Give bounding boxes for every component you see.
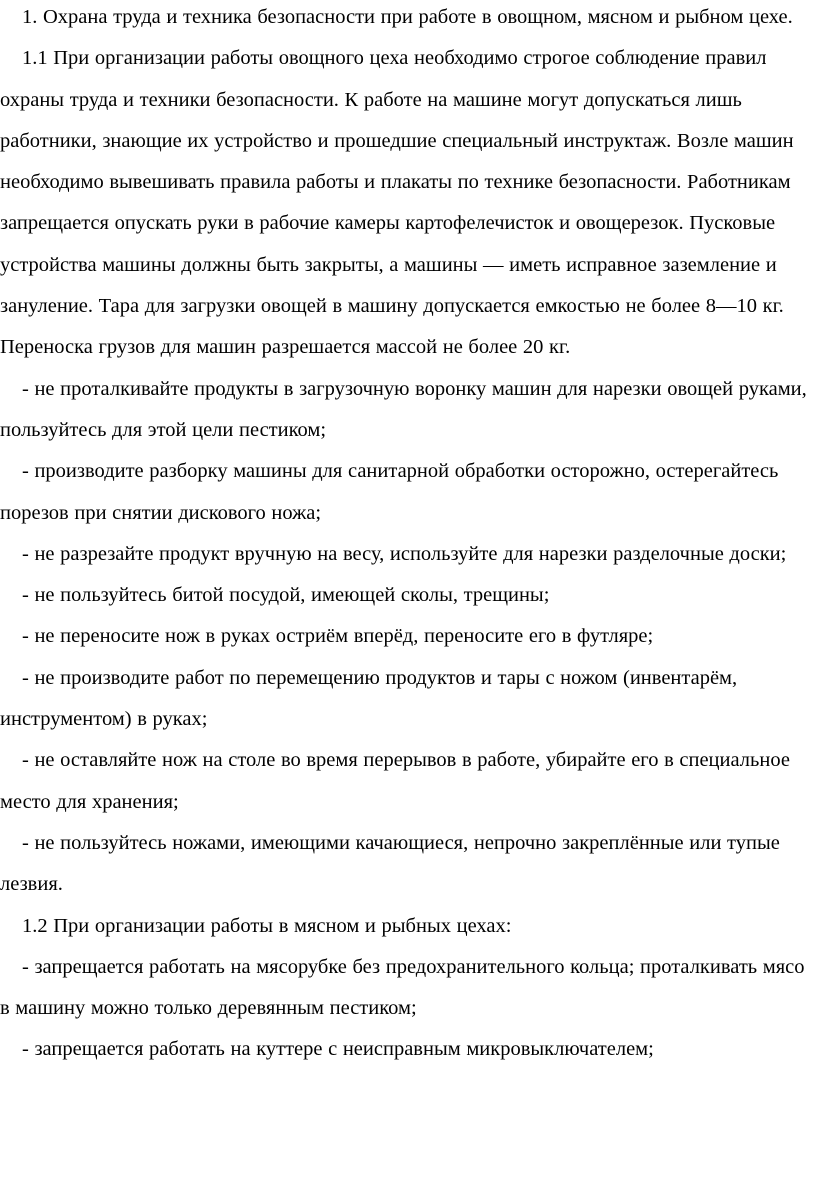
paragraph-meat-fish-shop: 1.2 При организации работы в мясном и рыбных цехах: [22, 914, 512, 937]
paragraph-vegetable-shop-rules: 1.1 При организации работы овощного цеха необходимо строгое соблюдение правил охраны труда и техники безопасности. К работе на машине могут допускаться лишь работники, знающие их устройство и прошедшие специальный инструктаж. Возле машин необходимо вывешивать правила работы и плакаты по технике безопасности. Работникам запрещается опускать руки в рабочие камеры картофелечисток и овощерезок. Пусковые устройства машины должны быть закрыты, а машины — иметь исправное заземление и зануление. Тара для загрузки овощей в машину допускается емкостью не более 8—10 кг. Переноска грузов для машин разрешается массой не более 20 кг. [0, 47, 794, 359]
list-item-faulty-knives: - не пользуйтесь ножами, имеющими качающиеся, непрочно закреплённые или тупые лезвия. [0, 831, 780, 896]
list-item-broken-dishes: - не пользуйтесь битой посудой, имеющей сколы, трещины; [22, 584, 550, 607]
list-item-knife-storage: - не оставляйте нож на столе во время перерывов в работе, убирайте его в специальное место для хранения; [0, 749, 790, 813]
list-item-cutting-boards: - не разрезайте продукт вручную на весу, используйте для нарезки разделочные доски; [22, 542, 787, 565]
list-item-disassembly: - производите разборку машины для санитарной обработки осторожно, остерегайтесь порезов при снятии дискового ножа; [0, 460, 779, 524]
section-heading: 1. Охрана труда и техника безопасности при работе в овощном, мясном и рыбном цехе. [22, 6, 793, 28]
list-item-knife-carrying: - не переносите нож в руках остриём вперёд, переносите его в футляре; [22, 625, 654, 648]
list-item-meat-grinder: - запрещается работать на мясорубке без предохранительного кольца; проталкивать мясо в машину можно только деревянным пестиком; [0, 955, 805, 1020]
list-item-pusher: - не проталкивайте продукты в загрузочную воронку машин для нарезки овощей руками, пользуйтесь для этой цели пестиком; [0, 377, 807, 441]
list-item-moving-with-knife: - не производите работ по перемещению продуктов и тары с ножом (инвентарём, инструментом) в руках; [0, 666, 738, 731]
list-item-cutter: - запрещается работать на куттере с неисправным микровыключателем; [22, 1038, 654, 1061]
